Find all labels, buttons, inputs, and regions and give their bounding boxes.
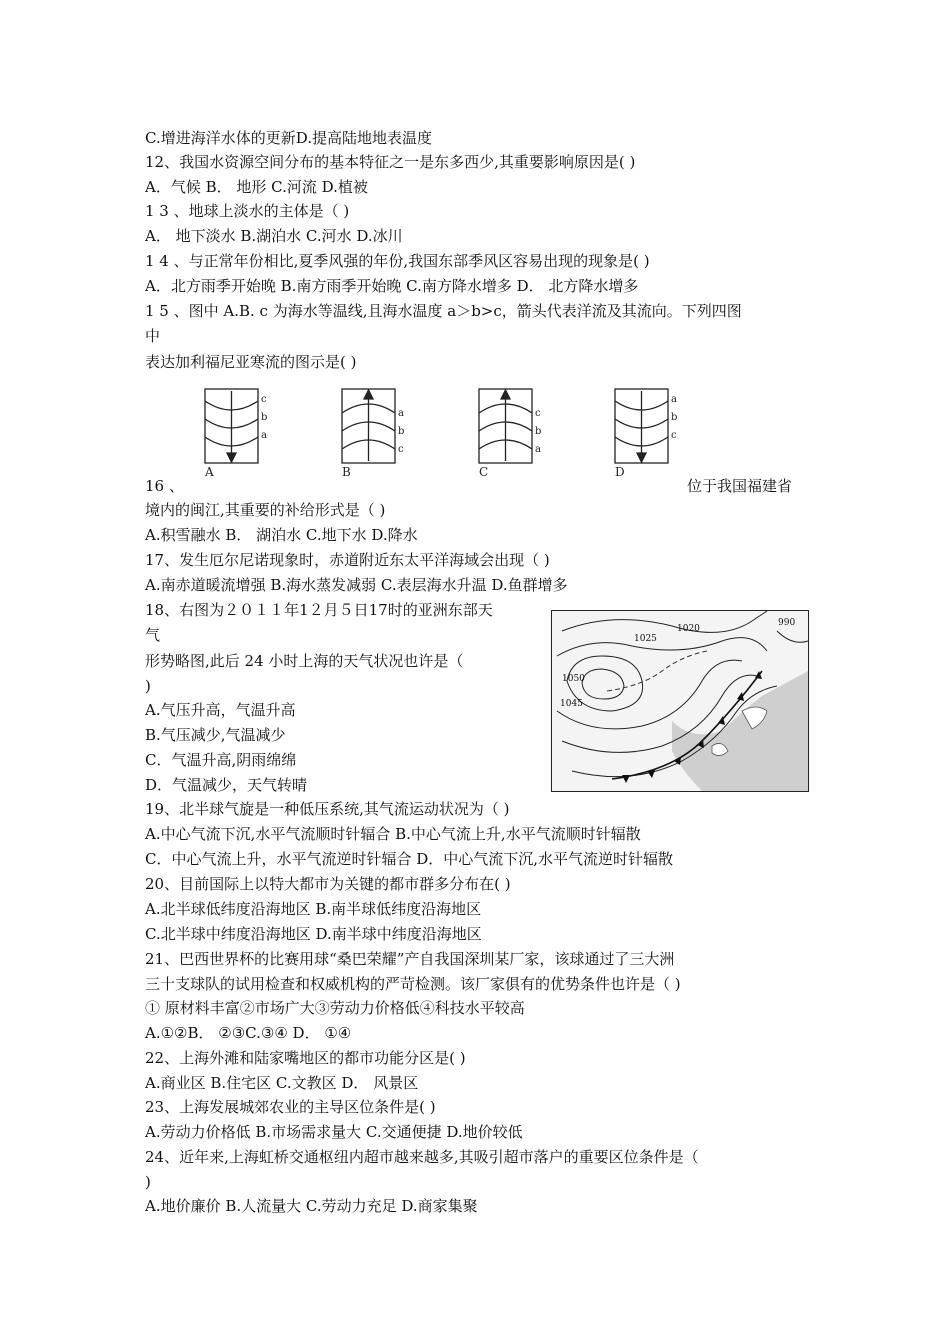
text-line: 位于我国福建省 — [687, 477, 793, 495]
text-line: A.①②B． ②③C.③④ D． ①④ — [145, 1024, 352, 1042]
question-23: 23、上海发展城郊农业的主导区位条件是( ) — [145, 1098, 436, 1116]
curve-label: c — [535, 408, 541, 419]
text-line: 表达加利福尼亚寒流的图示是( ) — [145, 353, 357, 371]
isobar-label: 990 — [778, 618, 796, 628]
weather-map-figure — [551, 610, 809, 792]
question-22: 22、上海外滩和陆家嘴地区的都市功能分区是( ) — [145, 1049, 466, 1067]
text-line: 中 — [145, 327, 161, 345]
panel-label-c: C — [479, 465, 489, 479]
panel-a — [205, 389, 258, 463]
text-line: C.增进海洋水体的更新D.提高陆地地表温度 — [145, 129, 432, 147]
text-line: A.北半球低纬度沿海地区 B.南半球低纬度沿海地区 — [145, 900, 482, 918]
question-21: 21、巴西世界杯的比赛用球“桑巴荣耀”产自我国深圳某厂家，该球通过了三大洲 — [145, 950, 675, 968]
text-line: C.北半球中纬度沿海地区 D.南半球中纬度沿海地区 — [145, 925, 482, 943]
text-line: ) — [145, 677, 151, 695]
text-line: A.地价廉价 B.人流量大 C.劳动力充足 D.商家集聚 — [145, 1197, 478, 1215]
text-line: A． 地下淡水 B.湖泊水 C.河水 D.冰川 — [145, 227, 403, 245]
curve-label: c — [261, 394, 267, 405]
question-12: 12、我国水资源空间分布的基本特征之一是东多西少,其重要影响原因是( ) — [145, 153, 636, 171]
panel-c — [479, 389, 532, 463]
text-line: 三十支球队的试用检查和权威机构的严苛检测。该厂家俱有的优势条件也许是（ ) — [145, 975, 681, 993]
question-20: 20、目前国际上以特大都市为关键的都市群多分布在( ) — [145, 875, 511, 893]
curve-label: b — [261, 412, 268, 423]
panel-label-b: B — [342, 465, 351, 479]
question-13: 1 3 、地球上淡水的主体是（ ) — [145, 202, 350, 220]
text-line: 境内的闽江,其重要的补给形式是（ ) — [145, 501, 386, 519]
isobar-label: 1025 — [634, 634, 657, 644]
question-14: 1 4 、与正常年份相比,夏季风强的年份,我国东部季风区容易出现的现象是( ) — [145, 252, 650, 270]
curve-label: a — [671, 394, 677, 405]
question-24: 24、近年来,上海虹桥交通枢纽内超市越来越多,其吸引超市落户的重要区位条件是（ — [145, 1148, 699, 1166]
text-line: D．气温减少，天气转晴 — [145, 776, 308, 794]
question-16: 16 、 — [145, 477, 184, 495]
text-line: B.气压减少,气温减少 — [145, 726, 286, 744]
isobar-label: 1050 — [562, 674, 585, 684]
text-line: 气 — [145, 626, 161, 644]
curve-label: b — [398, 426, 405, 437]
isobar-label: 1045 — [560, 699, 583, 709]
text-line: A.南赤道暖流增强 B.海水蒸发减弱 C.表层海水升温 D.鱼群增多 — [145, 576, 568, 594]
question-15: 1 5 、图中 A.B. c 为海水等温线,且海水温度 a＞b>c，箭头代表洋流及其流向。下列四图 — [145, 302, 742, 320]
question-17: 17、发生厄尔尼诺现象时，赤道附近东太平洋海域会出现（ ) — [145, 551, 550, 569]
isobar-label: 1020 — [677, 624, 700, 634]
text-line: A.中心气流下沉,水平气流顺时针辐合 B.中心气流上升,水平气流顺时针辐散 — [145, 825, 641, 843]
panel-b — [342, 389, 395, 463]
text-line: A．气候 B． 地形 C.河流 D.植被 — [145, 178, 368, 196]
text-line: A.商业区 B.住宅区 C.文教区 D． 风景区 — [145, 1074, 419, 1092]
text-line: C．中心气流上升，水平气流逆时针辐合 D．中心气流下沉,水平气流逆时针辐散 — [145, 850, 674, 868]
curve-label: c — [398, 444, 404, 455]
curve-label: b — [671, 412, 678, 423]
text-line: ① 原材料丰富②市场广大③劳动力价格低④科技水平较高 — [145, 999, 525, 1017]
text-line: ) — [145, 1173, 151, 1191]
panel-d — [615, 389, 668, 463]
text-line: 形势略图,此后 24 小时上海的天气状况也许是（ — [145, 652, 464, 670]
text-line: A.劳动力价格低 B.市场需求量大 C.交通便捷 D.地价较低 — [145, 1123, 523, 1141]
panel-label-a: A — [205, 465, 214, 479]
curve-label: a — [398, 408, 404, 419]
text-line: A.积雪融水 B． 湖泊水 C.地下水 D.降水 — [145, 526, 418, 544]
curve-label: a — [535, 444, 541, 455]
question-19: 19、北半球气旋是一种低压系统,其气流运动状况为（ ) — [145, 800, 510, 818]
text-line: C．气温升高,阴雨绵绵 — [145, 751, 297, 769]
curve-label: a — [261, 430, 267, 441]
curve-label: b — [535, 426, 542, 437]
text-line: A.气压升高，气温升高 — [145, 701, 296, 719]
ocean-current-figure — [195, 383, 678, 481]
panel-label-d: D — [615, 465, 625, 479]
text-line: A．北方雨季开始晚 B.南方雨季开始晚 C.南方降水增多 D． 北方降水增多 — [145, 277, 639, 295]
curve-label: c — [671, 430, 677, 441]
question-18: 18、右图为２０１１年1２月５日17时的亚洲东部天 — [145, 601, 493, 619]
